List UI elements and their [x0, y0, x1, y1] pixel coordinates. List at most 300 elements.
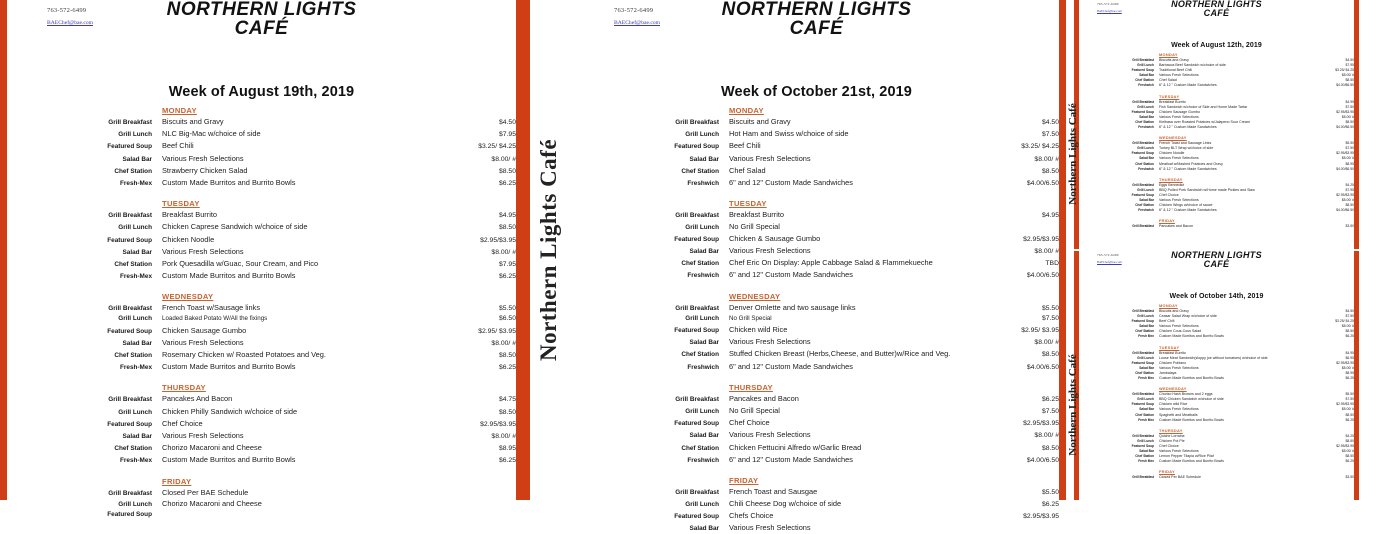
menu-row-price: $4.50	[1345, 58, 1354, 62]
menu-row-item: Traditional Beef Chili	[1159, 68, 1193, 73]
menu-row	[7, 116, 516, 128]
menu-row-price: $6.25	[1041, 395, 1059, 403]
menu-row-item: Pancakes and Bacon	[1159, 224, 1193, 229]
menu-row-item: Various Fresh Selections	[729, 246, 811, 256]
menu-row-price: $4.50	[1041, 119, 1059, 126]
menu-row-item: Breakfast Burrito	[162, 210, 218, 220]
menu-row-price: $8.00/ #	[1341, 114, 1354, 119]
menu-row-category: Grill Breakfast	[1132, 182, 1154, 187]
menu-row-category: Grill Breakfast	[1132, 224, 1154, 229]
menu-row-category: Fresh-Mex	[120, 179, 152, 187]
phone-number: 763-572-6499	[614, 7, 654, 14]
menu-row-category: Featured Soup	[107, 327, 152, 335]
day-block	[1079, 303, 1354, 340]
menu-row	[574, 393, 1059, 405]
spine-border	[523, 0, 530, 500]
menu-row	[574, 510, 1059, 522]
menu-row	[1079, 125, 1354, 130]
day-name-heading: TUESDAY	[729, 199, 767, 209]
brand-line-2: CAFÉ	[1203, 259, 1230, 270]
menu-row	[574, 165, 1059, 177]
day-block	[574, 292, 1059, 373]
menu-row-price: $4.95	[498, 212, 516, 220]
page-header	[1079, 251, 1354, 281]
menu-row-price: $3.25/ $4.25	[478, 143, 516, 151]
day-name-heading: THURSDAY	[162, 383, 206, 393]
menu-row-price: $8.50	[1345, 203, 1354, 208]
menu-row-price: $2.95/$3.95	[1336, 192, 1354, 197]
menu-row-item: Chefs Choice	[729, 511, 774, 521]
menu-row-category: Grill Lunch	[118, 408, 152, 416]
menu-row-item: Meatloaf w/Mashed Potatoes and Gravy	[1159, 161, 1223, 166]
menu-row-category: Chef Station	[114, 260, 152, 268]
email-link[interactable]: BAEChef@bae.com	[614, 20, 661, 27]
menu-row-price: $7.95	[1345, 63, 1354, 68]
menu-row-item: Closed Per BAE Schedule	[162, 487, 249, 497]
menu-row-item: Beef Chili	[1159, 319, 1175, 324]
menu-row-category: Fresh-Mex	[120, 364, 152, 372]
menu-row-item: Biscuits and Gravy	[1159, 58, 1189, 62]
menu-row-price: $4.50	[1345, 309, 1354, 313]
menu-row-item: Kielbasa over Roasted Potatoes w/Jalapeno Sour Cream	[1159, 119, 1250, 124]
menu-row	[7, 406, 516, 418]
menu-thumb-october-14[interactable]	[1066, 251, 1359, 500]
menu-row-price: $5.50	[498, 305, 516, 313]
menu-row-category: Fresh-Mex	[120, 457, 152, 465]
menu-row-price: $8.50	[498, 408, 516, 416]
menu-row-category: Featured Soup	[107, 420, 152, 428]
menu-row-price: $2.95/$3.95	[480, 236, 516, 244]
email-link[interactable]: BAEChef@bae.com	[1097, 259, 1122, 264]
menu-row-item: Custom Made Burritos and Burrito Bowls	[162, 455, 296, 465]
menu-row	[1079, 167, 1354, 172]
phone-number: 763-572-6499	[47, 7, 87, 14]
brand-title	[1079, 251, 1354, 269]
menu-row-category: Featured Soup	[107, 236, 152, 244]
menu-row-category: Featured Soup	[107, 510, 152, 518]
menu-row-price: $6.50	[498, 315, 516, 323]
day-name-heading: MONDAY	[1159, 52, 1178, 57]
day-name-heading: FRIDAY	[1159, 218, 1175, 224]
menu-row-price: $6.25	[1345, 334, 1354, 339]
menu-row-category: Grill Lunch	[1137, 146, 1154, 151]
menu-row-price: $8.50	[498, 167, 516, 175]
menu-row	[7, 361, 516, 373]
menu-page-august-19[interactable]	[0, 0, 523, 518]
brand-title	[574, 0, 1059, 39]
menu-row-category: Grill Breakfast	[1132, 309, 1154, 313]
menu-row-price: $8.50	[1345, 78, 1354, 83]
day-list	[1079, 52, 1354, 229]
menu-row-item: Chicken Poblano	[1159, 360, 1187, 365]
day-name-heading: TUESDAY	[1159, 93, 1180, 99]
menu-row-price: $7.50	[1345, 104, 1354, 109]
menu-row	[7, 393, 516, 405]
brand-line-2: CAFÉ	[234, 18, 289, 40]
menu-row-item: Chicken wild Rice	[729, 325, 788, 335]
menu-row-price: $3.25/ $4.25	[1335, 319, 1354, 324]
menu-row	[574, 153, 1059, 165]
menu-row-price: $4.00/$6.50	[1336, 125, 1354, 130]
menu-row	[7, 177, 516, 189]
day-name-heading: MONDAY	[729, 106, 764, 115]
menu-row-item: Chef Eric On Display: Apple Cabbage Salad & Flammekueche	[729, 258, 933, 268]
menu-row-item: 6" & 12 " Custom Made Sandwiches	[1159, 83, 1217, 88]
brand-line-1: NORTHERN LIGHTS	[721, 0, 912, 20]
menu-row-price: $8.95	[1345, 161, 1354, 166]
menu-row-category: Grill Breakfast	[1132, 392, 1154, 397]
day-name-heading: TUESDAY	[162, 199, 200, 209]
menu-row-price: $8.95	[498, 445, 516, 453]
menu-row-item: Chef Choice	[1159, 192, 1179, 197]
menu-row-category: Chef Station	[1135, 78, 1154, 83]
menu-row-category: Salad Bar	[1139, 73, 1154, 78]
menu-row-price: $8.50	[1345, 438, 1354, 443]
menu-row-item: Custom Made Burritos and Burrito Bowls	[1159, 417, 1224, 422]
menu-row-category: Chef Station	[114, 352, 152, 359]
menu-row-category: Salad Bar	[122, 155, 152, 163]
menu-row-category: Chef Station	[681, 444, 719, 452]
menu-row-price: $5.50	[1041, 304, 1059, 312]
menu-row-item: Chicken Caprese Sandwich w/choice of side	[162, 222, 308, 232]
menu-row-category: Chef Station	[1135, 161, 1154, 166]
menu-row-category: Salad Bar	[689, 525, 719, 533]
menu-row-price: $7.95	[498, 131, 516, 139]
menu-row-category: Grill Lunch	[685, 407, 719, 415]
menu-row	[7, 258, 516, 270]
day-name-heading: MONDAY	[162, 106, 197, 115]
day-name-heading: WEDNESDAY	[1159, 386, 1187, 392]
menu-row-price: $4.25	[1345, 433, 1354, 438]
menu-row	[7, 442, 516, 454]
brand-line-1: NORTHERN LIGHTS	[166, 0, 357, 20]
menu-row	[7, 140, 516, 152]
menu-row-item: Various Fresh Selections	[729, 153, 811, 163]
brand-line-1: NORTHERN LIGHTS	[1171, 250, 1262, 260]
menu-row-item: Pork Quesadilla w/Guac, Sour Cream, and Pico	[162, 258, 319, 268]
menu-row-price: $8.50	[1041, 444, 1059, 452]
menu-row-category: Salad Bar	[689, 339, 719, 347]
menu-row-item: Chili Cheese Dog w/choice of side	[729, 499, 842, 509]
menu-row-price: $8.50	[1041, 351, 1059, 359]
menu-row-category: Fresh Mex	[1138, 417, 1154, 422]
menu-row-item: Chef Choice	[729, 418, 770, 428]
menu-row-category: Freshwich	[687, 179, 719, 187]
menu-row-price: $7.95	[1345, 187, 1354, 192]
menu-row-price: $4.00/$6.50	[1336, 83, 1354, 88]
menu-row-category: Salad Bar	[1139, 448, 1154, 453]
menu-row-item: 6" and 12" Custom Made Sandwiches	[729, 177, 853, 187]
menu-row-item: Chicken Wings w/choice of sauce	[1159, 203, 1213, 208]
menu-row	[574, 498, 1059, 510]
menu-row-item: Turkey BLT Wrap w/choice of side	[1159, 146, 1214, 151]
menu-row-category: Grill Lunch	[1137, 314, 1154, 319]
menu-row-category: Grill Breakfast	[1132, 433, 1154, 438]
menu-row-item: Various Fresh Selections	[729, 430, 811, 440]
menu-page-october-21[interactable]	[574, 0, 1066, 533]
page-border-right	[1059, 0, 1066, 500]
menu-row-item: Various Fresh Selections	[1159, 365, 1199, 370]
day-block	[7, 383, 516, 466]
menu-row-price: $8.00/ #	[1034, 339, 1059, 347]
menu-row-item: Rosemary Chicken w/ Roasted Potatoes and Veg.	[162, 350, 326, 359]
menu-row-price: $5.50	[1041, 488, 1059, 496]
menu-row-item: Stuffed Chicken Breast (Herbs,Cheese, and Butter)w/Rice and Veg.	[729, 349, 951, 359]
menu-row-category: Grill Breakfast	[1132, 475, 1154, 480]
menu-row-category: Chef Station	[681, 260, 719, 268]
menu-row-item: NLC Big-Mac w/choice of side	[162, 129, 261, 139]
menu-row-category: Grill Breakfast	[108, 396, 152, 404]
menu-row-category: Grill Lunch	[685, 501, 719, 509]
menu-row	[1079, 418, 1354, 423]
menu-row-item: Chef Choice	[1159, 443, 1179, 448]
menu-row-category: Grill Breakfast	[1132, 99, 1154, 104]
menu-row-category: Salad Bar	[1139, 197, 1154, 202]
menu-row-category: Salad Bar	[689, 432, 719, 440]
menu-row	[574, 405, 1059, 417]
day-name-heading: THURSDAY	[729, 382, 773, 392]
menu-row-price: $2.95/$3.95	[480, 420, 516, 428]
menu-row-item: Chicken & Sausage Gumbo	[729, 233, 821, 243]
menu-row-category: Grill Lunch	[1137, 63, 1154, 68]
day-name-heading: TUESDAY	[1159, 344, 1180, 350]
menu-row	[7, 128, 516, 140]
menu-row-category: Featured Soup	[1131, 402, 1154, 407]
menu-row-item: Various Fresh Selections	[1159, 407, 1199, 412]
menu-row	[7, 209, 516, 221]
menu-row	[1079, 459, 1354, 464]
menu-row-price: TBD	[1045, 260, 1059, 268]
menu-row	[7, 246, 516, 258]
menu-row-item: Eggs Bennedict	[1159, 182, 1185, 187]
day-name-heading: FRIDAY	[162, 476, 192, 486]
menu-row-category: Freshwich	[1138, 166, 1154, 171]
menu-row-category: Featured Soup	[674, 420, 719, 428]
menu-row-price: $4.25	[1345, 182, 1354, 187]
menu-row-price: $2.95/$3.95	[1023, 420, 1059, 428]
day-block	[1079, 135, 1354, 172]
menu-row-category: Salad Bar	[1139, 114, 1154, 119]
day-block	[7, 199, 516, 282]
menu-row	[574, 429, 1059, 441]
menu-row-price: $6.25	[498, 364, 516, 372]
menu-row-price: $8.00/ #	[1341, 197, 1354, 202]
menu-row-category: Grill Lunch	[118, 501, 152, 509]
menu-row-item: Spaghetti and Meatballs	[1159, 412, 1198, 417]
menu-row-item: Custom Made Burritos and Burrito Bowls	[162, 177, 296, 187]
menu-row-category: Featured Soup	[1131, 443, 1154, 448]
menu-row-item: Pancakes And Bacon	[162, 394, 233, 404]
menu-row-item: Barbacoa Beef Sandwich w/choice of side	[1159, 63, 1226, 68]
menu-row-price: $3.25/ $4.25	[1335, 68, 1354, 73]
menu-row-category: Grill Breakfast	[675, 304, 719, 312]
menu-row-category: Featured Soup	[674, 327, 719, 335]
menu-row-category: Salad Bar	[689, 248, 719, 256]
menu-row-price: $4.75	[498, 396, 516, 404]
menu-row-price: $8.00/ #	[1034, 432, 1059, 440]
menu-row-price: $8.50	[1345, 119, 1354, 124]
menu-row-price: $4.50	[498, 119, 516, 126]
menu-row-price: $5.50	[1345, 392, 1354, 397]
brand-line-2: CAFÉ	[1203, 8, 1230, 19]
menu-row-price: $6.25	[498, 457, 516, 465]
menu-row-price: $8.00/ #	[1341, 407, 1354, 412]
menu-row-item: Ceasar Salad Wrap w/choice of side	[1159, 314, 1217, 319]
menu-row-category: Featured Soup	[1131, 360, 1154, 365]
menu-row	[574, 324, 1059, 336]
menu-row	[7, 498, 516, 510]
day-name-heading: THURSDAY	[1159, 176, 1183, 182]
menu-row-category: Grill Lunch	[118, 315, 152, 323]
menu-row-category: Grill Breakfast	[675, 212, 719, 220]
menu-row	[7, 510, 516, 520]
menu-row-item: Chef Salad	[729, 165, 766, 175]
menu-row-price: $2.95/$3.95	[1336, 151, 1354, 156]
menu-row-category: Featured Soup	[1131, 68, 1154, 73]
menu-row-price: $8.00/ #	[1034, 248, 1059, 256]
menu-row-item: Breakfast Burrito	[729, 210, 785, 220]
email-link[interactable]: BAEChef@bae.com	[1097, 8, 1122, 13]
menu-row	[7, 153, 516, 165]
menu-row-price: $7.50	[1041, 131, 1059, 139]
menu-row-item: Closed Per BAE Schedule	[1159, 475, 1201, 480]
spine-brand-text: Northern Lights Café	[1066, 103, 1079, 206]
thumb-spine-strip	[1066, 251, 1079, 500]
menu-row-category: Freshwich	[1138, 125, 1154, 130]
menu-row	[7, 165, 516, 177]
menu-row	[574, 245, 1059, 257]
menu-row-price: $7.50	[1041, 407, 1059, 415]
menu-row-item: Chicken Noodle	[1159, 151, 1185, 156]
menu-row-price: $8.00/ #	[1341, 156, 1354, 161]
menu-row-price: $6.25	[1345, 376, 1354, 381]
menu-row	[574, 269, 1059, 281]
brand-line-1: NORTHERN LIGHTS	[1171, 0, 1262, 9]
menu-row-item: Chicken Fettucini Alfredo w/Garlic Bread	[729, 442, 862, 452]
menu-row-category: Grill Breakfast	[108, 212, 152, 220]
menu-row	[7, 349, 516, 361]
menu-row-price: $4.00/6.50	[1026, 272, 1059, 280]
menu-row-item: Various Fresh Selections	[162, 153, 244, 163]
menu-row-item: 6" & 12 " Custom Made Sandwiches	[1159, 166, 1217, 171]
menu-row-price: $2.95/$3.95	[1023, 513, 1059, 521]
menu-row	[1079, 376, 1354, 381]
menu-row-price: $8.00/ #	[491, 155, 516, 163]
menu-row-category: Grill Lunch	[685, 131, 719, 139]
menu-row-price: $2.95/$3.95	[1336, 402, 1354, 407]
page-header	[1079, 0, 1354, 30]
menu-row-price: $6.95	[1345, 355, 1354, 360]
menu-row-item: Various Fresh Selections	[729, 337, 811, 347]
menu-row-item: Custom Made Burritos and Burrito Bowls	[1159, 334, 1224, 339]
menu-row	[574, 209, 1059, 221]
menu-row-item: 6" & 12 " Custom Made Sandwiches	[1159, 125, 1217, 130]
menu-row-item: Pancakes and Bacon	[729, 393, 799, 403]
menu-row-price: $6.25	[1345, 459, 1354, 464]
menu-row-price: $7.50	[1041, 314, 1059, 322]
menu-row	[1079, 208, 1354, 213]
day-name-heading: FRIDAY	[1159, 469, 1175, 475]
menu-row-item: Chicken Sausage Gumbo	[1159, 109, 1200, 114]
menu-row-price: $6.25	[498, 179, 516, 187]
day-block	[1079, 177, 1354, 214]
page-border-right	[516, 0, 523, 500]
menu-row-category: Grill Lunch	[1137, 438, 1154, 443]
menu-thumb-august-12[interactable]	[1066, 0, 1359, 249]
menu-row-price: $2.95/ $3.95	[478, 327, 516, 335]
menu-row-category: Grill Lunch	[685, 224, 719, 232]
menu-row-price: $8.00/ #	[1341, 365, 1354, 370]
menu-row	[1079, 475, 1354, 480]
menu-row-item: Biscuits and Gravy	[162, 117, 224, 126]
menu-row-item: Various Fresh Selections	[1159, 448, 1199, 453]
menu-row-item: Chorizo Macaroni and Cheese	[162, 443, 262, 453]
menu-row-item: 6" and 12" Custom Made Sandwiches	[729, 454, 853, 464]
menu-row-category: Grill Breakfast	[108, 489, 152, 497]
week-title: Week of August 19th, 2019	[168, 84, 355, 100]
menu-row-price: $8.50	[1345, 454, 1354, 459]
menu-row-price: $2.95/$3.95	[1336, 360, 1354, 365]
menu-row-price: $8.50	[498, 352, 516, 359]
day-block	[7, 106, 516, 189]
menu-row-category: Grill Lunch	[118, 131, 152, 139]
email-link[interactable]: BAEChef@bae.com	[47, 20, 94, 27]
day-block	[574, 383, 1059, 466]
menu-row-category: Fresh Mex	[1138, 376, 1154, 381]
menu-row-price: $4.00/$6.50	[1336, 208, 1354, 213]
menu-row-item: No Grill Special	[729, 222, 780, 232]
menu-row-price: $8.00/ #	[1341, 324, 1354, 329]
menu-row-item: French Toast and Sausgae	[729, 486, 818, 496]
menu-row-price: $6.25	[1041, 501, 1059, 509]
menu-row-price: $7.50	[1345, 146, 1354, 151]
menu-row-item: Hot Ham and Swiss w/choice of side	[729, 129, 849, 139]
menu-row-category: Featured Soup	[107, 143, 152, 151]
menu-row-category: Featured Soup	[674, 235, 719, 243]
menu-row-category: Salad Bar	[1139, 324, 1154, 329]
day-name-heading: WEDNESDAY	[1159, 135, 1187, 141]
menu-row-item: Various Fresh Selections	[1159, 324, 1199, 329]
menu-row	[574, 348, 1059, 360]
menu-row-price: $2.95/ $3.95	[1021, 327, 1059, 335]
menu-row-item: 6" and 12" Custom Made Sandwiches	[729, 361, 853, 371]
menu-row-category: Featured Soup	[1131, 319, 1154, 324]
menu-row-item: Breakfast Burrito	[1159, 99, 1186, 104]
menu-row-price: $8.00/ #	[1341, 73, 1354, 78]
menu-row-category: Grill Breakfast	[1132, 58, 1154, 62]
day-block	[574, 199, 1059, 282]
menu-row-item: BBQ Pulled Pork Sandwich w/Home made Pickles and Slaw	[1159, 187, 1255, 192]
menu-row	[574, 302, 1059, 314]
menu-row	[574, 233, 1059, 245]
menu-row-item: Breakfast Burrito	[1159, 350, 1186, 355]
menu-row	[7, 430, 516, 442]
page-border-right	[1354, 0, 1359, 249]
menu-row-price: $4.00/$6.50	[1336, 166, 1354, 171]
day-block	[1079, 218, 1354, 229]
menu-row-price: $6.25	[498, 273, 516, 281]
menu-row-item: Chicken Cous-Cous Salad	[1159, 329, 1202, 334]
menu-row	[7, 234, 516, 246]
page-border-left	[0, 0, 7, 500]
week-title: Week of August 12th, 2019	[1171, 42, 1262, 49]
menu-row-price: $3.25/ $4.25	[1021, 143, 1059, 151]
menu-row-category: Grill Lunch	[685, 314, 719, 322]
day-list	[1079, 303, 1354, 480]
menu-row	[7, 302, 516, 314]
menu-row	[574, 522, 1059, 534]
menu-row-item: Biscuits and Gravy	[729, 117, 791, 126]
